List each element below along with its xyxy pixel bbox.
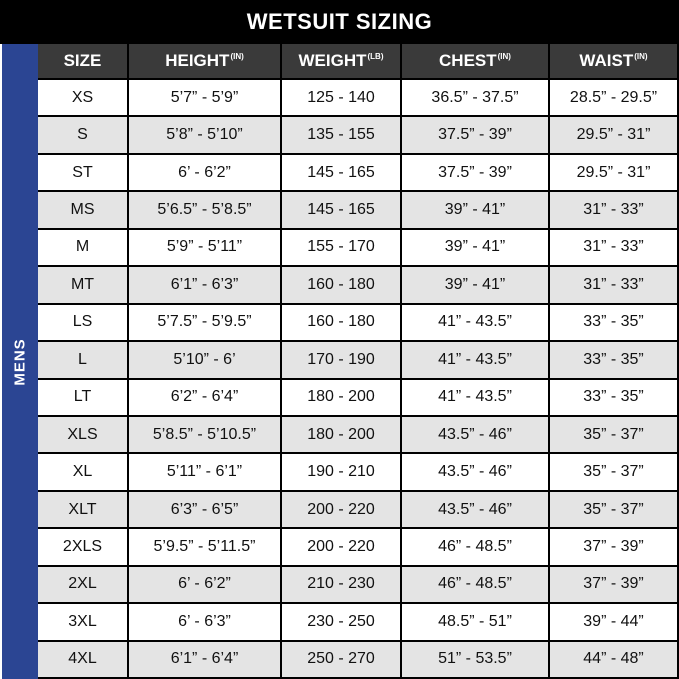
cell-waist: 28.5” - 29.5”	[550, 80, 679, 117]
cell-height: 5’7” - 5’9”	[129, 80, 282, 117]
header-label: SIZE	[63, 51, 102, 70]
cell-height: 5’10” - 6’	[129, 342, 282, 379]
cell-size: LT	[38, 380, 129, 417]
cell-height: 6’ - 6’3”	[129, 604, 282, 641]
cell-weight: 230 - 250	[282, 604, 402, 641]
chart-title: WETSUIT SIZING	[246, 9, 433, 34]
cell-weight: 200 - 220	[282, 529, 402, 566]
cell-size: 2XL	[38, 567, 129, 604]
cell-weight: 250 - 270	[282, 642, 402, 679]
cell-chest: 37.5” - 39”	[402, 155, 550, 192]
cell-waist: 35” - 37”	[550, 417, 679, 454]
cell-size: XLT	[38, 492, 129, 529]
cell-chest: 51” - 53.5”	[402, 642, 550, 679]
cell-height: 5’11” - 6’1”	[129, 454, 282, 491]
cell-waist: 33” - 35”	[550, 342, 679, 379]
mens-side-band	[0, 44, 38, 679]
cell-size: XL	[38, 454, 129, 491]
cell-waist: 39” - 44”	[550, 604, 679, 641]
cell-chest: 39” - 41”	[402, 192, 550, 229]
cell-waist: 31” - 33”	[550, 230, 679, 267]
cell-weight: 160 - 180	[282, 267, 402, 304]
cell-size: 2XLS	[38, 529, 129, 566]
cell-height: 6’2” - 6’4”	[129, 380, 282, 417]
cell-weight: 160 - 180	[282, 305, 402, 342]
cell-size: ST	[38, 155, 129, 192]
cell-chest: 41” - 43.5”	[402, 380, 550, 417]
header-unit: (LB)	[367, 51, 384, 61]
cell-waist: 31” - 33”	[550, 267, 679, 304]
cell-height: 6’1” - 6’4”	[129, 642, 282, 679]
cell-waist: 33” - 35”	[550, 380, 679, 417]
cell-waist: 37” - 39”	[550, 567, 679, 604]
cell-chest: 39” - 41”	[402, 230, 550, 267]
cell-size: MS	[38, 192, 129, 229]
cell-size: S	[38, 117, 129, 154]
cell-weight: 190 - 210	[282, 454, 402, 491]
cell-waist: 33” - 35”	[550, 305, 679, 342]
cell-waist: 31” - 33”	[550, 192, 679, 229]
cell-size: LS	[38, 305, 129, 342]
cell-height: 5’9.5” - 5’11.5”	[129, 529, 282, 566]
cell-chest: 41” - 43.5”	[402, 305, 550, 342]
cell-height: 6’ - 6’2”	[129, 567, 282, 604]
cell-size: XLS	[38, 417, 129, 454]
cell-waist: 44” - 48”	[550, 642, 679, 679]
cell-weight: 180 - 200	[282, 417, 402, 454]
header-height	[129, 44, 282, 80]
cell-size: L	[38, 342, 129, 379]
cell-weight: 210 - 230	[282, 567, 402, 604]
cell-chest: 43.5” - 46”	[402, 492, 550, 529]
header-unit: (IN)	[230, 51, 244, 61]
cell-waist: 29.5” - 31”	[550, 117, 679, 154]
cell-size: 4XL	[38, 642, 129, 679]
cell-waist: 35” - 37”	[550, 454, 679, 491]
cell-weight: 125 - 140	[282, 80, 402, 117]
size-table	[38, 44, 679, 679]
cell-size: 3XL	[38, 604, 129, 641]
cell-chest: 46” - 48.5”	[402, 529, 550, 566]
cell-chest: 43.5” - 46”	[402, 454, 550, 491]
cell-weight: 170 - 190	[282, 342, 402, 379]
cell-size: MT	[38, 267, 129, 304]
header-waist	[550, 44, 679, 80]
cell-chest: 36.5” - 37.5”	[402, 80, 550, 117]
cell-weight: 135 - 155	[282, 117, 402, 154]
cell-height: 5’9” - 5’11”	[129, 230, 282, 267]
cell-size: XS	[38, 80, 129, 117]
cell-weight: 145 - 165	[282, 192, 402, 229]
header-label: HEIGHT	[165, 51, 230, 70]
header-unit: (IN)	[634, 51, 648, 61]
cell-height: 5’7.5” - 5’9.5”	[129, 305, 282, 342]
cell-chest: 48.5” - 51”	[402, 604, 550, 641]
header-unit: (IN)	[497, 51, 511, 61]
header-weight	[282, 44, 402, 80]
cell-height: 6’3” - 6’5”	[129, 492, 282, 529]
cell-weight: 145 - 165	[282, 155, 402, 192]
cell-weight: 200 - 220	[282, 492, 402, 529]
header-label: WAIST	[579, 51, 634, 70]
header-label: WEIGHT	[298, 51, 367, 70]
cell-chest: 46” - 48.5”	[402, 567, 550, 604]
cell-height: 5’8” - 5’10”	[129, 117, 282, 154]
cell-size: M	[38, 230, 129, 267]
cell-height: 6’1” - 6’3”	[129, 267, 282, 304]
cell-weight: 180 - 200	[282, 380, 402, 417]
cell-chest: 41” - 43.5”	[402, 342, 550, 379]
cell-height: 5’6.5” - 5’8.5”	[129, 192, 282, 229]
cell-weight: 155 - 170	[282, 230, 402, 267]
cell-waist: 29.5” - 31”	[550, 155, 679, 192]
cell-waist: 37” - 39”	[550, 529, 679, 566]
cell-chest: 37.5” - 39”	[402, 117, 550, 154]
header-chest	[402, 44, 550, 80]
header-size	[38, 44, 129, 80]
header-label: CHEST	[439, 51, 497, 70]
cell-waist: 35” - 37”	[550, 492, 679, 529]
cell-height: 5’8.5” - 5’10.5”	[129, 417, 282, 454]
cell-chest: 43.5” - 46”	[402, 417, 550, 454]
cell-height: 6’ - 6’2”	[129, 155, 282, 192]
cell-chest: 39” - 41”	[402, 267, 550, 304]
side-label: MENS	[11, 337, 29, 386]
